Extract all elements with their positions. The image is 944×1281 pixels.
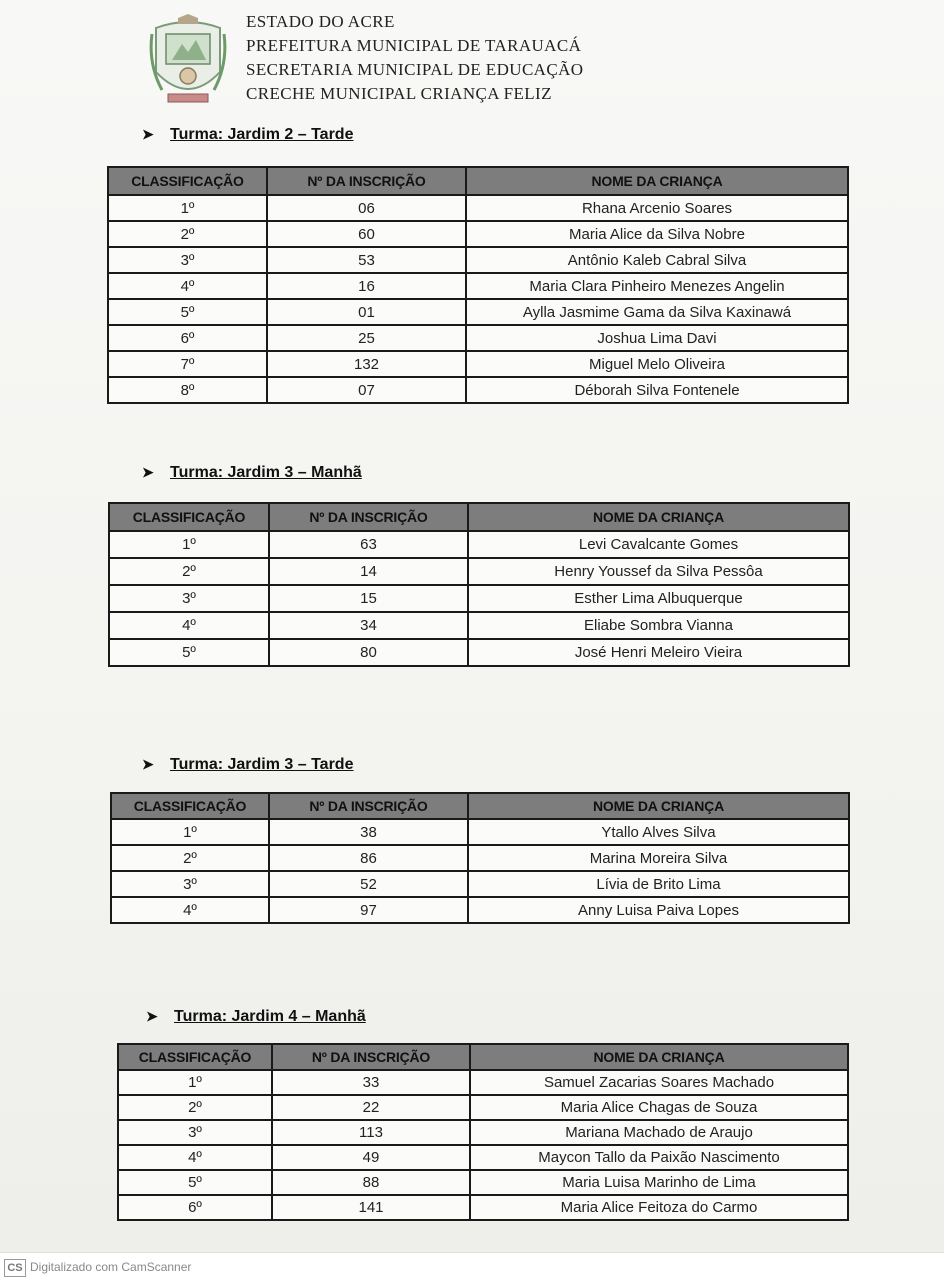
table-row xyxy=(109,639,849,666)
child-name-cell: Marina Moreira Silva xyxy=(468,845,849,871)
header-line-prefecture: PREFEITURA MUNICIPAL DE TARAUACÁ xyxy=(246,36,582,55)
child-name-cell: Maria Alice Chagas de Souza xyxy=(470,1095,848,1120)
table-row xyxy=(118,1145,848,1170)
section-title-jardim-4-manha: ➤ Turma: Jardim 4 – Manhã xyxy=(146,1008,366,1025)
registration-cell: 132 xyxy=(267,351,466,377)
table-row xyxy=(118,1170,848,1195)
child-name-cell: Maria Alice da Silva Nobre xyxy=(466,221,848,247)
registration-cell: 06 xyxy=(267,195,466,221)
child-name-cell: Ytallo Alves Silva xyxy=(468,819,849,845)
rank-cell: 8º xyxy=(108,377,267,403)
registration-cell: 07 xyxy=(267,377,466,403)
column-header-classification: CLASSIFICAÇÃO xyxy=(111,793,269,819)
table-row xyxy=(108,247,848,273)
rank-cell: 1º xyxy=(118,1070,272,1095)
column-header-registration: Nº DA INSCRIÇÃO xyxy=(269,503,468,531)
column-header-registration: Nº DA INSCRIÇÃO xyxy=(269,793,468,819)
header-text-block xyxy=(246,10,583,106)
column-header-registration: Nº DA INSCRIÇÃO xyxy=(267,167,466,195)
rank-cell: 2º xyxy=(118,1095,272,1120)
column-header-child-name: NOME DA CRIANÇA xyxy=(466,167,848,195)
arrow-bullet-icon: ➤ xyxy=(146,1008,158,1024)
rank-cell: 3º xyxy=(108,247,267,273)
table-row xyxy=(108,273,848,299)
child-name-cell: Miguel Melo Oliveira xyxy=(466,351,848,377)
registration-cell: 33 xyxy=(272,1070,470,1095)
registration-cell: 88 xyxy=(272,1170,470,1195)
child-name-cell: Déborah Silva Fontenele xyxy=(466,377,848,403)
table-row xyxy=(118,1120,848,1145)
table-row xyxy=(109,585,849,612)
column-header-registration: Nº DA INSCRIÇÃO xyxy=(272,1044,470,1070)
child-name-cell: Maria Alice Feitoza do Carmo xyxy=(470,1195,848,1220)
child-name-cell: Eliabe Sombra Vianna xyxy=(468,612,849,639)
rank-cell: 6º xyxy=(118,1195,272,1220)
registration-cell: 16 xyxy=(267,273,466,299)
child-name-cell: Aylla Jasmime Gama da Silva Kaxinawá xyxy=(466,299,848,325)
table-row xyxy=(118,1195,848,1220)
table-row xyxy=(108,195,848,221)
child-name-cell: Levi Cavalcante Gomes xyxy=(468,531,849,558)
roster-table-jardim-2-tarde xyxy=(107,166,849,404)
column-header-child-name: NOME DA CRIANÇA xyxy=(468,793,849,819)
child-name-cell: Maycon Tallo da Paixão Nascimento xyxy=(470,1145,848,1170)
registration-cell: 60 xyxy=(267,221,466,247)
registration-cell: 53 xyxy=(267,247,466,273)
rank-cell: 6º xyxy=(108,325,267,351)
registration-cell: 15 xyxy=(269,585,468,612)
table-row xyxy=(108,351,848,377)
child-name-cell: Rhana Arcenio Soares xyxy=(466,195,848,221)
table-row xyxy=(109,558,849,585)
rank-cell: 5º xyxy=(118,1170,272,1195)
table-row xyxy=(109,531,849,558)
arrow-bullet-icon: ➤ xyxy=(142,126,154,142)
rank-cell: 2º xyxy=(111,845,269,871)
rank-cell: 5º xyxy=(109,639,269,666)
rank-cell: 3º xyxy=(109,585,269,612)
scanner-footer xyxy=(0,1252,944,1281)
table-row xyxy=(108,325,848,351)
document-header xyxy=(148,10,908,105)
scanner-watermark-text: Digitalizado com CamScanner xyxy=(30,1260,192,1274)
table-row xyxy=(111,819,849,845)
child-name-cell: José Henri Meleiro Vieira xyxy=(468,639,849,666)
rank-cell: 1º xyxy=(109,531,269,558)
table-row xyxy=(109,612,849,639)
column-header-child-name: NOME DA CRIANÇA xyxy=(470,1044,848,1070)
registration-cell: 34 xyxy=(269,612,468,639)
section-title-jardim-3-manha: ➤ Turma: Jardim 3 – Manhã xyxy=(142,464,362,481)
section-title-jardim-2-tarde: ➤ Turma: Jardim 2 – Tarde xyxy=(142,126,354,143)
child-name-cell: Lívia de Brito Lima xyxy=(468,871,849,897)
camscanner-logo-icon: CS xyxy=(4,1259,26,1277)
arrow-bullet-icon: ➤ xyxy=(142,756,154,772)
table-row xyxy=(118,1070,848,1095)
rank-cell: 4º xyxy=(111,897,269,923)
roster-table-jardim-3-manha xyxy=(108,502,850,667)
registration-cell: 86 xyxy=(269,845,468,871)
section-title-jardim-3-tarde: ➤ Turma: Jardim 3 – Tarde xyxy=(142,756,354,773)
rank-cell: 4º xyxy=(108,273,267,299)
table-row xyxy=(111,871,849,897)
registration-cell: 01 xyxy=(267,299,466,325)
child-name-cell: Maria Clara Pinheiro Menezes Angelin xyxy=(466,273,848,299)
column-header-classification: CLASSIFICAÇÃO xyxy=(108,167,267,195)
header-line-secretariat: SECRETARIA MUNICIPAL DE EDUCAÇÃO xyxy=(246,60,584,79)
rank-cell: 3º xyxy=(118,1120,272,1145)
rank-cell: 1º xyxy=(108,195,267,221)
registration-cell: 80 xyxy=(269,639,468,666)
header-line-creche: CRECHE MUNICIPAL CRIANÇA FELIZ xyxy=(246,84,552,103)
registration-cell: 97 xyxy=(269,897,468,923)
registration-cell: 49 xyxy=(272,1145,470,1170)
registration-cell: 141 xyxy=(272,1195,470,1220)
roster-table-jardim-3-tarde xyxy=(110,792,850,924)
arrow-bullet-icon: ➤ xyxy=(142,464,154,480)
rank-cell: 3º xyxy=(111,871,269,897)
registration-cell: 63 xyxy=(269,531,468,558)
child-name-cell: Henry Youssef da Silva Pessôa xyxy=(468,558,849,585)
table-row xyxy=(111,845,849,871)
registration-cell: 38 xyxy=(269,819,468,845)
registration-cell: 113 xyxy=(272,1120,470,1145)
rank-cell: 2º xyxy=(108,221,267,247)
table-row xyxy=(108,377,848,403)
registration-cell: 52 xyxy=(269,871,468,897)
rank-cell: 2º xyxy=(109,558,269,585)
child-name-cell: Samuel Zacarias Soares Machado xyxy=(470,1070,848,1095)
rank-cell: 5º xyxy=(108,299,267,325)
rank-cell: 4º xyxy=(118,1145,272,1170)
header-line-state: ESTADO DO ACRE xyxy=(246,12,395,31)
column-header-child-name: NOME DA CRIANÇA xyxy=(468,503,849,531)
table-header-row xyxy=(109,503,849,531)
child-name-cell: Maria Luisa Marinho de Lima xyxy=(470,1170,848,1195)
column-header-classification: CLASSIFICAÇÃO xyxy=(109,503,269,531)
registration-cell: 22 xyxy=(272,1095,470,1120)
table-header-row xyxy=(108,167,848,195)
column-header-classification: CLASSIFICAÇÃO xyxy=(118,1044,272,1070)
table-row xyxy=(111,897,849,923)
registration-cell: 25 xyxy=(267,325,466,351)
registration-cell: 14 xyxy=(269,558,468,585)
child-name-cell: Joshua Lima Davi xyxy=(466,325,848,351)
roster-table-jardim-4-manha xyxy=(117,1043,849,1221)
table-row xyxy=(108,221,848,247)
table-header-row xyxy=(118,1044,848,1070)
table-row xyxy=(108,299,848,325)
municipal-crest-icon xyxy=(148,14,228,106)
table-row xyxy=(118,1095,848,1120)
rank-cell: 4º xyxy=(109,612,269,639)
table-header-row xyxy=(111,793,849,819)
child-name-cell: Anny Luisa Paiva Lopes xyxy=(468,897,849,923)
rank-cell: 1º xyxy=(111,819,269,845)
child-name-cell: Mariana Machado de Araujo xyxy=(470,1120,848,1145)
child-name-cell: Esther Lima Albuquerque xyxy=(468,585,849,612)
rank-cell: 7º xyxy=(108,351,267,377)
child-name-cell: Antônio Kaleb Cabral Silva xyxy=(466,247,848,273)
